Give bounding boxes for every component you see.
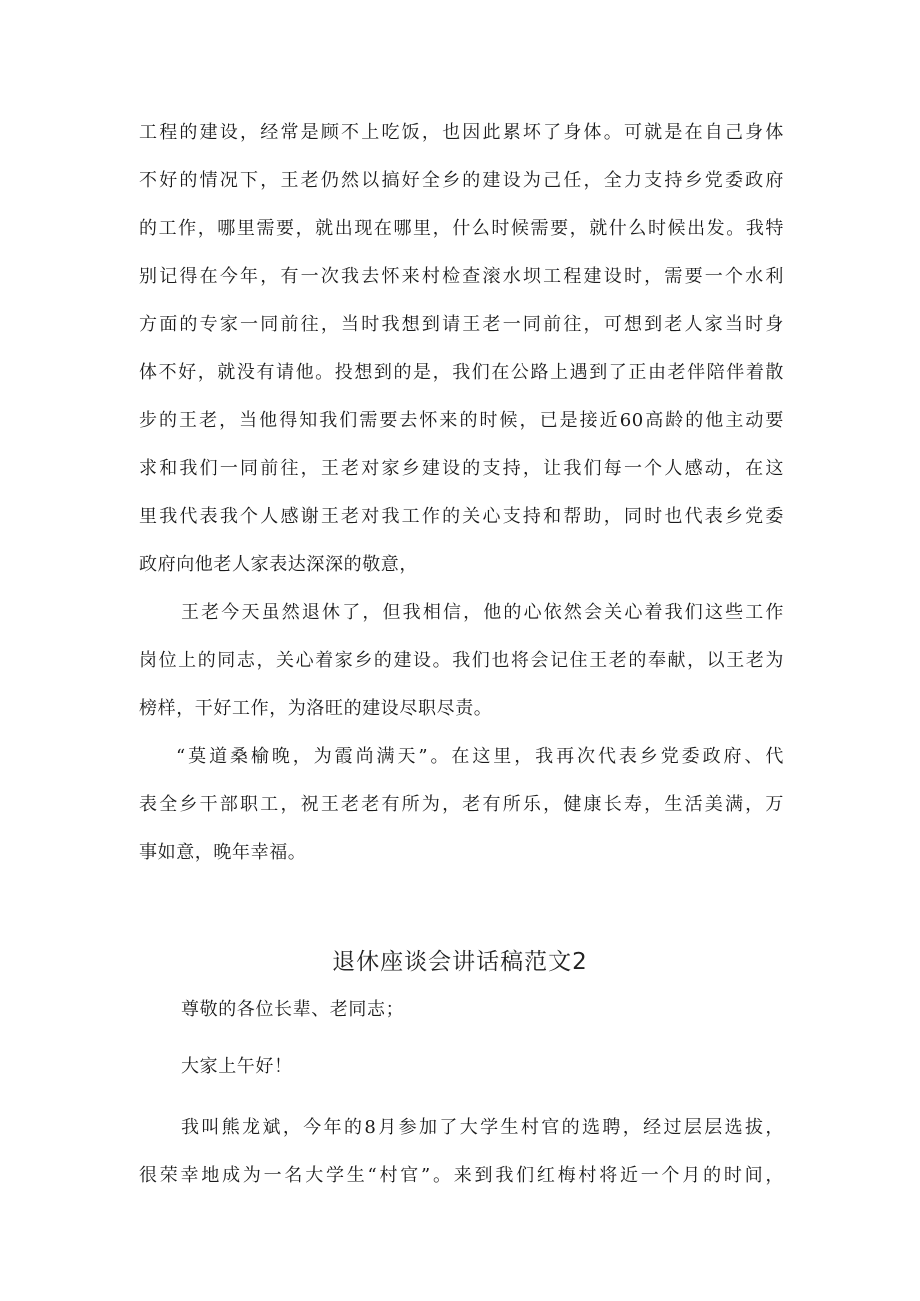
paragraph-1-line-10: 政府向他老人家表达深深的敬意，	[139, 554, 418, 575]
paragraph-1-line-9: 里我代表我个人感谢王老对我工作的关心支持和帮助，同时也代表乡党委	[139, 506, 784, 527]
paragraph-1-line-4: 别记得在今年，有一次我去怀来村检查滚水坝工程建设时，需要一个水利	[139, 266, 784, 287]
paragraph-3-line-1: “莫道桑榆晚，为霞尚满天”。在这里，我再次代表乡党委政府、代	[176, 746, 784, 767]
paragraph-1-line-6: 体不好，就没有请他。投想到的是，我们在公路上遇到了正由老伴陪伴着散	[139, 362, 784, 383]
paragraph-1-line-5: 方面的专家一同前往，当时我想到请王老一同前往，可想到老人家当时身	[139, 314, 784, 335]
paragraph-2-line-3: 榜样，干好工作，为洛旺的建设尽职尽责。	[139, 698, 493, 719]
paragraph-2-line-1: 王老今天虽然退休了，但我相信，他的心依然会关心着我们这些工作	[181, 602, 784, 623]
intro-line-2: 很荣幸地成为一名大学生“村官”。来到我们红梅村将近一个月的时间，	[139, 1165, 784, 1186]
paragraph-1-line-1: 工程的建设，经常是顾不上吃饭，也因此累坏了身体。可就是在自己身体	[139, 122, 784, 143]
paragraph-3-line-2: 表全乡干部职工，祝王老老有所为，老有所乐，健康长寿，生活美满，万	[139, 794, 784, 815]
greeting-line: 尊敬的各位长辈、老同志；	[181, 999, 405, 1020]
salutation-line: 大家上午好！	[181, 1056, 293, 1077]
paragraph-1-line-2: 不好的情况下，王老仍然以搞好全乡的建设为己任，全力支持乡党委政府	[139, 170, 784, 191]
section-heading: 退休座谈会讲话稿范文2	[332, 949, 588, 975]
intro-line-1: 我叫熊龙斌，今年的8月参加了大学生村官的选聘，经过层层选拔，	[181, 1117, 784, 1138]
paragraph-1-line-8: 求和我们一同前往，王老对家乡建设的支持，让我们每一个人感动，在这	[139, 458, 784, 479]
paragraph-2-line-2: 岗位上的同志，关心着家乡的建设。我们也将会记住王老的奉献，以王老为	[139, 650, 784, 671]
paragraph-1-line-7: 步的王老，当他得知我们需要去怀来的时候，已是接近60高龄的他主动要	[139, 410, 784, 431]
paragraph-3-line-3: 事如意，晚年幸福。	[139, 842, 307, 863]
paragraph-1-line-3: 的工作，哪里需要，就出现在哪里，什么时候需要，就什么时候出发。我特	[139, 218, 784, 239]
